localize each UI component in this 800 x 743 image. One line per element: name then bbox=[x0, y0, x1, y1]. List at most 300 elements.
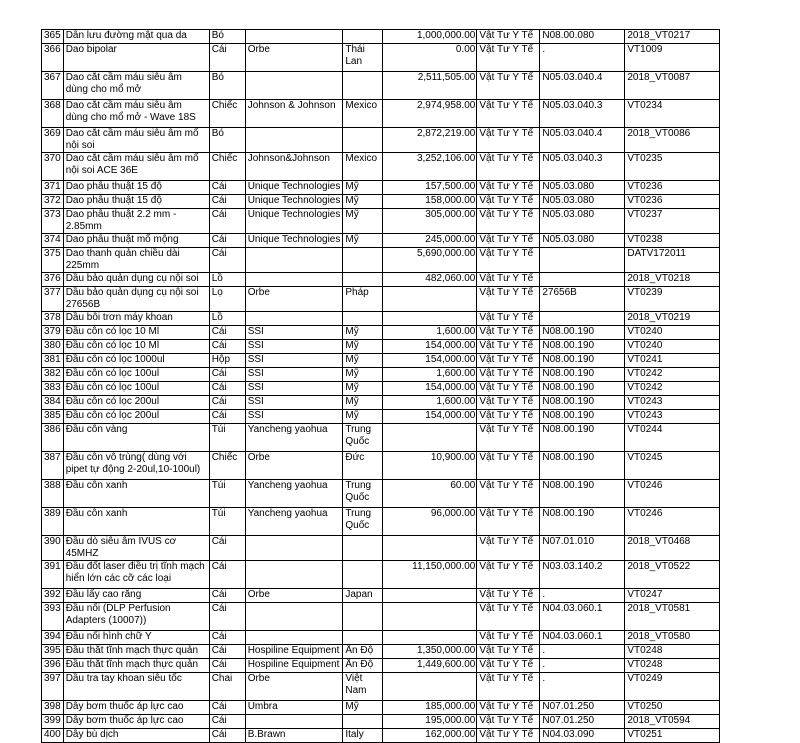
table-row bbox=[42, 128, 720, 153]
table-row bbox=[42, 382, 720, 396]
cell-item-code: N08.00.190 bbox=[540, 340, 625, 354]
cell-manufacturer: SSI bbox=[245, 326, 343, 340]
cell-contract-code: VT0242 bbox=[625, 368, 720, 382]
price-list-table bbox=[41, 29, 720, 743]
cell-row-number: 374 bbox=[42, 234, 64, 248]
cell-unit-price: 1,000,000.00 bbox=[383, 30, 477, 44]
cell-contract-code: VT0249 bbox=[625, 673, 720, 701]
cell-item-code: N08.00.190 bbox=[540, 396, 625, 410]
table-row bbox=[42, 326, 720, 340]
cell-row-number: 368 bbox=[42, 100, 64, 128]
cell-item-code: N07.01.250 bbox=[540, 715, 625, 729]
cell-item-code: N05.03.080 bbox=[540, 181, 625, 195]
cell-unit: Cái bbox=[209, 603, 245, 631]
cell-manufacturer: Umbra bbox=[245, 701, 343, 715]
cell-contract-code: VT0242 bbox=[625, 382, 720, 396]
cell-contract-code: VT0239 bbox=[625, 287, 720, 312]
cell-row-number: 388 bbox=[42, 480, 64, 508]
cell-category: Vật Tư Y Tế bbox=[477, 508, 540, 536]
cell-unit-price: 1,449,600.00 bbox=[383, 659, 477, 673]
cell-row-number: 390 bbox=[42, 536, 64, 561]
table-row bbox=[42, 248, 720, 273]
table-row bbox=[42, 312, 720, 326]
cell-manufacturer bbox=[245, 561, 343, 589]
cell-origin-country: Italy bbox=[343, 729, 383, 743]
cell-unit: Cái bbox=[209, 701, 245, 715]
cell-unit-price: 482,060.00 bbox=[383, 273, 477, 287]
cell-unit-price bbox=[383, 287, 477, 312]
cell-item-name: Đầu thắt tĩnh mạch thực quản bbox=[63, 645, 209, 659]
cell-origin-country bbox=[343, 561, 383, 589]
table-body bbox=[42, 30, 720, 743]
cell-manufacturer: Orbe bbox=[245, 589, 343, 603]
cell-item-code bbox=[540, 273, 625, 287]
cell-item-code: N05.03.080 bbox=[540, 195, 625, 209]
cell-row-number: 366 bbox=[42, 44, 64, 72]
cell-unit-price: 2,974,958.00 bbox=[383, 100, 477, 128]
cell-item-name: Dao phẫu thuật 15 độ bbox=[63, 181, 209, 195]
cell-item-code: N08.00.190 bbox=[540, 452, 625, 480]
cell-item-name: Dây bù dịch bbox=[63, 729, 209, 743]
cell-manufacturer: Unique Technologies bbox=[245, 234, 343, 248]
table-row bbox=[42, 561, 720, 589]
cell-row-number: 399 bbox=[42, 715, 64, 729]
table-row bbox=[42, 589, 720, 603]
cell-unit: Cái bbox=[209, 715, 245, 729]
cell-category: Vật Tư Y Tế bbox=[477, 715, 540, 729]
cell-origin-country: Đức bbox=[343, 452, 383, 480]
cell-item-code: 27656B bbox=[540, 287, 625, 312]
cell-category: Vật Tư Y Tế bbox=[477, 480, 540, 508]
cell-unit: Chiếc bbox=[209, 100, 245, 128]
cell-origin-country: Mỹ bbox=[343, 354, 383, 368]
cell-unit: Lồ bbox=[209, 312, 245, 326]
table-row bbox=[42, 44, 720, 72]
cell-unit: Cái bbox=[209, 181, 245, 195]
cell-origin-country: Trung Quốc bbox=[343, 480, 383, 508]
cell-origin-country bbox=[343, 248, 383, 273]
cell-origin-country: Ấn Độ bbox=[343, 659, 383, 673]
cell-item-name: Dầu tra tay khoan siêu tốc bbox=[63, 673, 209, 701]
cell-unit-price: 1,350,000.00 bbox=[383, 645, 477, 659]
cell-manufacturer: SSI bbox=[245, 354, 343, 368]
cell-category: Vật Tư Y Tế bbox=[477, 396, 540, 410]
cell-item-code: . bbox=[540, 589, 625, 603]
cell-manufacturer bbox=[245, 248, 343, 273]
cell-unit: Cái bbox=[209, 536, 245, 561]
cell-contract-code: DATV172011 bbox=[625, 248, 720, 273]
cell-unit-price: 1,600.00 bbox=[383, 396, 477, 410]
cell-row-number: 377 bbox=[42, 287, 64, 312]
cell-row-number: 382 bbox=[42, 368, 64, 382]
cell-row-number: 384 bbox=[42, 396, 64, 410]
cell-row-number: 387 bbox=[42, 452, 64, 480]
cell-unit: Bó bbox=[209, 128, 245, 153]
cell-manufacturer: SSI bbox=[245, 396, 343, 410]
cell-unit-price: 154,000.00 bbox=[383, 340, 477, 354]
cell-unit-price: 154,000.00 bbox=[383, 354, 477, 368]
cell-unit: Cái bbox=[209, 410, 245, 424]
cell-row-number: 389 bbox=[42, 508, 64, 536]
cell-row-number: 367 bbox=[42, 72, 64, 100]
cell-item-name: Dao phẫu thuật mổ mộng bbox=[63, 234, 209, 248]
cell-item-code: N05.03.040.3 bbox=[540, 153, 625, 181]
cell-unit: Cái bbox=[209, 44, 245, 72]
cell-unit: Cái bbox=[209, 368, 245, 382]
cell-category: Vật Tư Y Tế bbox=[477, 561, 540, 589]
table-row bbox=[42, 30, 720, 44]
cell-item-code: N05.03.040.4 bbox=[540, 72, 625, 100]
cell-item-name: Đầu côn có lọc 10 Ml bbox=[63, 340, 209, 354]
cell-manufacturer bbox=[245, 128, 343, 153]
cell-unit-price: 0.00 bbox=[383, 44, 477, 72]
cell-manufacturer: Johnson&Johnson bbox=[245, 153, 343, 181]
cell-category: Vật Tư Y Tế bbox=[477, 128, 540, 153]
cell-manufacturer bbox=[245, 631, 343, 645]
cell-manufacturer: Yancheng yaohua bbox=[245, 424, 343, 452]
cell-manufacturer: Orbe bbox=[245, 287, 343, 312]
cell-contract-code: VT0236 bbox=[625, 181, 720, 195]
cell-contract-code: VT1009 bbox=[625, 44, 720, 72]
cell-category: Vật Tư Y Tế bbox=[477, 701, 540, 715]
cell-category: Vật Tư Y Tế bbox=[477, 287, 540, 312]
table-row bbox=[42, 340, 720, 354]
cell-contract-code: 2018_VT0522 bbox=[625, 561, 720, 589]
cell-item-code: N08.00.190 bbox=[540, 382, 625, 396]
cell-origin-country: Mỹ bbox=[343, 181, 383, 195]
cell-manufacturer bbox=[245, 30, 343, 44]
table-row bbox=[42, 354, 720, 368]
cell-row-number: 380 bbox=[42, 340, 64, 354]
table-row bbox=[42, 100, 720, 128]
table-row bbox=[42, 452, 720, 480]
cell-origin-country: Thái Lan bbox=[343, 44, 383, 72]
cell-unit-price bbox=[383, 589, 477, 603]
cell-row-number: 378 bbox=[42, 312, 64, 326]
cell-unit: Cái bbox=[209, 561, 245, 589]
cell-row-number: 385 bbox=[42, 410, 64, 424]
table-row bbox=[42, 631, 720, 645]
cell-manufacturer: Hospiline Equipment bbox=[245, 645, 343, 659]
cell-contract-code: 2018_VT0217 bbox=[625, 30, 720, 44]
cell-origin-country: Mỹ bbox=[343, 340, 383, 354]
cell-manufacturer: Hospiline Equipment bbox=[245, 659, 343, 673]
cell-category: Vật Tư Y Tế bbox=[477, 234, 540, 248]
cell-unit: Túi bbox=[209, 424, 245, 452]
cell-row-number: 392 bbox=[42, 589, 64, 603]
table-row bbox=[42, 701, 720, 715]
cell-contract-code: VT0250 bbox=[625, 701, 720, 715]
cell-manufacturer bbox=[245, 603, 343, 631]
table-row bbox=[42, 729, 720, 743]
cell-item-code: N08.00.080 bbox=[540, 30, 625, 44]
cell-manufacturer: SSI bbox=[245, 340, 343, 354]
cell-row-number: 386 bbox=[42, 424, 64, 452]
cell-category: Vật Tư Y Tế bbox=[477, 72, 540, 100]
table-row bbox=[42, 603, 720, 631]
cell-item-name: Đầu dò siêu âm IVUS cơ 45MHZ bbox=[63, 536, 209, 561]
cell-manufacturer: Orbe bbox=[245, 44, 343, 72]
cell-category: Vật Tư Y Tế bbox=[477, 424, 540, 452]
cell-item-code: N05.03.080 bbox=[540, 234, 625, 248]
cell-manufacturer: Yancheng yaohua bbox=[245, 508, 343, 536]
cell-unit-price: 154,000.00 bbox=[383, 410, 477, 424]
cell-unit-price: 10,900.00 bbox=[383, 452, 477, 480]
cell-contract-code: 2018_VT0468 bbox=[625, 536, 720, 561]
cell-item-code: N04.03.060.1 bbox=[540, 603, 625, 631]
cell-category: Vật Tư Y Tế bbox=[477, 273, 540, 287]
table-row bbox=[42, 287, 720, 312]
cell-origin-country bbox=[343, 536, 383, 561]
cell-unit-price: 3,252,106.00 bbox=[383, 153, 477, 181]
cell-unit: Cái bbox=[209, 340, 245, 354]
cell-contract-code: VT0248 bbox=[625, 645, 720, 659]
cell-category: Vật Tư Y Tế bbox=[477, 354, 540, 368]
cell-item-name: Dao phẫu thuật 2.2 mm - 2.85mm bbox=[63, 209, 209, 234]
cell-unit: Cái bbox=[209, 631, 245, 645]
cell-origin-country: Mỹ bbox=[343, 195, 383, 209]
cell-manufacturer: SSI bbox=[245, 368, 343, 382]
cell-origin-country bbox=[343, 715, 383, 729]
cell-item-code: N05.03.040.4 bbox=[540, 128, 625, 153]
cell-origin-country: Mỹ bbox=[343, 209, 383, 234]
cell-manufacturer bbox=[245, 536, 343, 561]
cell-row-number: 400 bbox=[42, 729, 64, 743]
cell-contract-code: VT0237 bbox=[625, 209, 720, 234]
cell-item-name: Đầu côn xanh bbox=[63, 480, 209, 508]
cell-category: Vật Tư Y Tế bbox=[477, 382, 540, 396]
cell-contract-code: VT0235 bbox=[625, 153, 720, 181]
cell-manufacturer: Orbe bbox=[245, 673, 343, 701]
cell-origin-country: Mỹ bbox=[343, 410, 383, 424]
cell-category: Vật Tư Y Tế bbox=[477, 100, 540, 128]
table-row bbox=[42, 673, 720, 701]
cell-item-code bbox=[540, 248, 625, 273]
cell-unit: Cái bbox=[209, 396, 245, 410]
table-row bbox=[42, 273, 720, 287]
cell-row-number: 379 bbox=[42, 326, 64, 340]
cell-item-name: Đầu thắt tĩnh mạch thực quản bbox=[63, 659, 209, 673]
cell-origin-country bbox=[343, 312, 383, 326]
cell-manufacturer: SSI bbox=[245, 382, 343, 396]
cell-unit-price: 162,000.00 bbox=[383, 729, 477, 743]
cell-origin-country: Pháp bbox=[343, 287, 383, 312]
table-row bbox=[42, 480, 720, 508]
cell-item-name: Đầu nối (DLP Perfusion Adapters (10007)) bbox=[63, 603, 209, 631]
cell-category: Vật Tư Y Tế bbox=[477, 589, 540, 603]
cell-category: Vật Tư Y Tế bbox=[477, 536, 540, 561]
cell-item-name: Dao cắt cầm máu siêu âm mổ nội soi ACE 36E bbox=[63, 153, 209, 181]
cell-row-number: 381 bbox=[42, 354, 64, 368]
cell-origin-country: Mỹ bbox=[343, 326, 383, 340]
cell-item-code: N05.03.040.3 bbox=[540, 100, 625, 128]
cell-unit-price: 158,000.00 bbox=[383, 195, 477, 209]
table-row bbox=[42, 72, 720, 100]
table-row bbox=[42, 659, 720, 673]
cell-item-name: Dao phẫu thuật 15 độ bbox=[63, 195, 209, 209]
cell-row-number: 391 bbox=[42, 561, 64, 589]
cell-category: Vật Tư Y Tế bbox=[477, 195, 540, 209]
cell-manufacturer: Unique Technologies bbox=[245, 209, 343, 234]
cell-item-name: Đầu côn xanh bbox=[63, 508, 209, 536]
table-row bbox=[42, 209, 720, 234]
cell-unit: Cái bbox=[209, 382, 245, 396]
cell-unit: Cái bbox=[209, 589, 245, 603]
cell-contract-code: VT0243 bbox=[625, 410, 720, 424]
cell-item-code: . bbox=[540, 673, 625, 701]
cell-origin-country bbox=[343, 128, 383, 153]
cell-contract-code: VT0236 bbox=[625, 195, 720, 209]
cell-item-name: Dầu bôi trơn máy khoan bbox=[63, 312, 209, 326]
table-row bbox=[42, 181, 720, 195]
cell-item-code: . bbox=[540, 659, 625, 673]
cell-unit: Chiếc bbox=[209, 153, 245, 181]
cell-contract-code: VT0243 bbox=[625, 396, 720, 410]
cell-unit-price: 11,150,000.00 bbox=[383, 561, 477, 589]
cell-item-name: Dao cắt cầm máu siêu âm mổ nội soi bbox=[63, 128, 209, 153]
cell-origin-country bbox=[343, 273, 383, 287]
cell-category: Vật Tư Y Tế bbox=[477, 153, 540, 181]
cell-unit: Hộp bbox=[209, 354, 245, 368]
cell-category: Vật Tư Y Tế bbox=[477, 673, 540, 701]
cell-row-number: 397 bbox=[42, 673, 64, 701]
cell-category: Vật Tư Y Tế bbox=[477, 326, 540, 340]
cell-row-number: 394 bbox=[42, 631, 64, 645]
cell-category: Vật Tư Y Tế bbox=[477, 209, 540, 234]
cell-item-name: Dao thanh quản chiều dài 225mm bbox=[63, 248, 209, 273]
cell-row-number: 373 bbox=[42, 209, 64, 234]
cell-unit: Bó bbox=[209, 30, 245, 44]
cell-origin-country bbox=[343, 30, 383, 44]
cell-item-code: N08.00.190 bbox=[540, 480, 625, 508]
cell-origin-country: Mỹ bbox=[343, 234, 383, 248]
cell-item-code: N07.01.010 bbox=[540, 536, 625, 561]
cell-row-number: 369 bbox=[42, 128, 64, 153]
cell-unit-price bbox=[383, 536, 477, 561]
cell-origin-country: Mỹ bbox=[343, 368, 383, 382]
cell-item-code: N08.00.190 bbox=[540, 508, 625, 536]
cell-contract-code: VT0246 bbox=[625, 508, 720, 536]
cell-item-name: Đầu côn có lọc 10 Ml bbox=[63, 326, 209, 340]
cell-item-code: N08.00.190 bbox=[540, 368, 625, 382]
cell-row-number: 365 bbox=[42, 30, 64, 44]
cell-contract-code: VT0247 bbox=[625, 589, 720, 603]
cell-item-name: Dầu bảo quản dụng cụ nội soi bbox=[63, 273, 209, 287]
cell-contract-code: 2018_VT0086 bbox=[625, 128, 720, 153]
cell-item-code: N08.00.190 bbox=[540, 326, 625, 340]
cell-contract-code: 2018_VT0580 bbox=[625, 631, 720, 645]
cell-unit-price: 5,690,000.00 bbox=[383, 248, 477, 273]
cell-item-name: Đầu côn có lọc 200ul bbox=[63, 410, 209, 424]
cell-unit-price: 245,000.00 bbox=[383, 234, 477, 248]
cell-item-name: Dẫn lưu đường mật qua da bbox=[63, 30, 209, 44]
cell-manufacturer: SSI bbox=[245, 410, 343, 424]
cell-category: Vật Tư Y Tế bbox=[477, 645, 540, 659]
cell-contract-code: 2018_VT0218 bbox=[625, 273, 720, 287]
cell-origin-country bbox=[343, 603, 383, 631]
cell-item-code: N04.03.090 bbox=[540, 729, 625, 743]
cell-category: Vật Tư Y Tế bbox=[477, 368, 540, 382]
cell-manufacturer: Orbe bbox=[245, 452, 343, 480]
cell-origin-country: Việt Nam bbox=[343, 673, 383, 701]
cell-origin-country: Mỹ bbox=[343, 396, 383, 410]
cell-item-name: Dao bipolar bbox=[63, 44, 209, 72]
cell-origin-country: Mexico bbox=[343, 100, 383, 128]
cell-item-name: Đầu côn có lọc 100ul bbox=[63, 368, 209, 382]
cell-unit-price bbox=[383, 603, 477, 631]
cell-row-number: 370 bbox=[42, 153, 64, 181]
cell-item-code: N03.03.140.2 bbox=[540, 561, 625, 589]
cell-category: Vật Tư Y Tế bbox=[477, 340, 540, 354]
cell-item-name: Dao cắt cầm máu siêu âm dùng cho mổ mở - Wave 18S bbox=[63, 100, 209, 128]
cell-row-number: 398 bbox=[42, 701, 64, 715]
cell-unit: Cái bbox=[209, 326, 245, 340]
cell-contract-code: VT0240 bbox=[625, 340, 720, 354]
cell-manufacturer: Johnson & Johnson bbox=[245, 100, 343, 128]
cell-item-name: Đầu côn vô trùng( dùng với pipet tự động 2-20ul,10-100ul) bbox=[63, 452, 209, 480]
cell-item-name: Dây bơm thuốc áp lực cao bbox=[63, 701, 209, 715]
cell-contract-code: VT0245 bbox=[625, 452, 720, 480]
cell-unit: Túi bbox=[209, 508, 245, 536]
cell-category: Vật Tư Y Tế bbox=[477, 181, 540, 195]
cell-unit-price: 185,000.00 bbox=[383, 701, 477, 715]
cell-category: Vật Tư Y Tế bbox=[477, 452, 540, 480]
cell-item-code: N08.00.190 bbox=[540, 354, 625, 368]
cell-item-code: N08.00.190 bbox=[540, 424, 625, 452]
table-row bbox=[42, 645, 720, 659]
cell-item-name: Đầu côn có lọc 200ul bbox=[63, 396, 209, 410]
table-row bbox=[42, 424, 720, 452]
cell-category: Vật Tư Y Tế bbox=[477, 30, 540, 44]
cell-unit: Lồ bbox=[209, 273, 245, 287]
table-row bbox=[42, 234, 720, 248]
cell-category: Vật Tư Y Tế bbox=[477, 248, 540, 273]
cell-origin-country: Mỹ bbox=[343, 701, 383, 715]
cell-unit: Cái bbox=[209, 248, 245, 273]
cell-unit: Túi bbox=[209, 480, 245, 508]
cell-row-number: 396 bbox=[42, 659, 64, 673]
cell-contract-code: VT0234 bbox=[625, 100, 720, 128]
cell-item-code: N07.01.250 bbox=[540, 701, 625, 715]
cell-contract-code: VT0238 bbox=[625, 234, 720, 248]
cell-item-code bbox=[540, 312, 625, 326]
table-row bbox=[42, 715, 720, 729]
cell-row-number: 383 bbox=[42, 382, 64, 396]
cell-item-name: Đầu côn có lọc 1000ul bbox=[63, 354, 209, 368]
cell-unit-price: 2,872,219.00 bbox=[383, 128, 477, 153]
cell-origin-country: Japan bbox=[343, 589, 383, 603]
table-row bbox=[42, 410, 720, 424]
cell-unit-price: 1,600.00 bbox=[383, 326, 477, 340]
cell-row-number: 393 bbox=[42, 603, 64, 631]
cell-unit-price bbox=[383, 631, 477, 645]
cell-category: Vật Tư Y Tế bbox=[477, 659, 540, 673]
cell-category: Vật Tư Y Tế bbox=[477, 631, 540, 645]
cell-unit: Cái bbox=[209, 645, 245, 659]
cell-manufacturer: Unique Technologies bbox=[245, 195, 343, 209]
cell-manufacturer: Unique Technologies bbox=[245, 181, 343, 195]
cell-unit: Lọ bbox=[209, 287, 245, 312]
cell-item-code: . bbox=[540, 645, 625, 659]
cell-unit: Cái bbox=[209, 209, 245, 234]
cell-contract-code: 2018_VT0581 bbox=[625, 603, 720, 631]
cell-item-code: N05.03.080 bbox=[540, 209, 625, 234]
cell-category: Vật Tư Y Tế bbox=[477, 603, 540, 631]
cell-origin-country bbox=[343, 631, 383, 645]
table-row bbox=[42, 536, 720, 561]
cell-contract-code: VT0251 bbox=[625, 729, 720, 743]
cell-item-name: Dao cắt cầm máu siêu âm dùng cho mổ mở bbox=[63, 72, 209, 100]
